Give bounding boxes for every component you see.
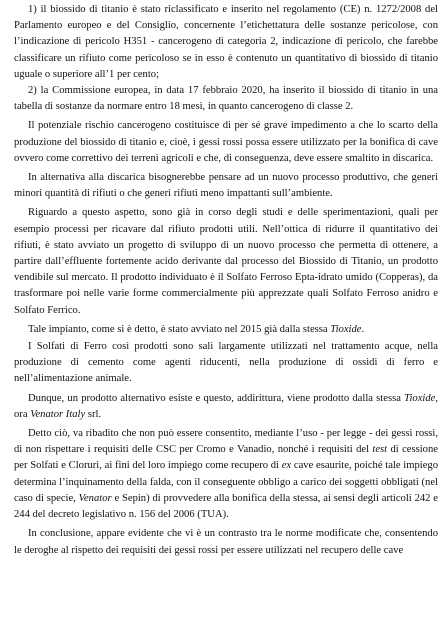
paragraph-1: [14, 2, 438, 83]
italic-text: Tioxide: [330, 323, 362, 335]
italic-text: Venator Italy: [30, 408, 86, 420]
text-run: Dunque, un prodotto alternativo esiste e questo, addirittura, viene prodotto dalla stessa: [28, 392, 405, 404]
paragraph-9: [14, 426, 438, 523]
text-run: Detto ciò, va ribadito che non può essere consentito, mediante l’uso - per legge - dei gessi rossi, di non rispettare i requisiti delle CSC per Cromo e Vanadio, nonché i requisiti del: [14, 428, 438, 456]
italic-text: ex: [281, 460, 292, 472]
text-run: cave esaurite, poiché tale impiego determina l’inquinamento della falda, con il conseguente obbligo a carico dei soggetti obbligati (nel caso di specie,: [14, 460, 438, 504]
text-run: Tale impianto, come si è detto, è stato avviato nel 2015 già dalla stessa: [28, 323, 331, 335]
text-run: di cessione per Solfati e Cloruri, ai fini del loro impiego come recupero di: [14, 444, 438, 472]
text-run: Il potenziale rischio cancerogeno costituisce di per sé grave impedimento a che lo scarto della produzione del biossido di titanio e, cioè, i gessi rossi possa essere utilizzato per la bonifica di cave ovvero come correttivo dei terreni agricoli e che, di conseguenza, deve essere smaltito in discarica.: [14, 120, 438, 164]
text-run: In conclusione, appare evidente che vi è un contrasto tra le norme modificate che, consentendo le deroghe al rispetto dei requisiti dei gessi rossi per essere utilizzati nel recupero delle cave: [14, 528, 438, 556]
paragraph-8: [14, 391, 438, 423]
paragraph-2: [14, 83, 438, 115]
italic-text: Tioxide: [404, 392, 436, 404]
text-run: 2) la Commissione europea, in data 17 febbraio 2020, ha inserito il biossido di titanio in una tabella di sostanze da normare entro 18 mesi, in quanto cancerogeno di classe 2.: [14, 85, 438, 113]
text-run: .: [361, 323, 365, 335]
paragraph-6: [14, 322, 438, 338]
paragraph-7: [14, 339, 438, 388]
text-run: I Solfati di Ferro così prodotti sono sali largamente utilizzati nel trattamento acque, nella produzione di cemento come agenti riducenti, nella produzione di ossidi di ferro e nell’alimentazione animale.: [14, 341, 438, 385]
italic-text: Venator: [78, 492, 112, 504]
text-run: srl.: [85, 408, 102, 420]
paragraph-4: [14, 170, 438, 202]
paragraph-10: [14, 526, 438, 558]
text-run: In alternativa alla discarica bisognerebbe pensare ad un nuovo processo produttivo, che generi minori quantità di rifiuti o che generi rifiuti meno impattanti sull’ambiente.: [14, 172, 438, 200]
text-run: Riguardo a questo aspetto, sono già in corso degli studi e delle sperimentazioni, quali per esempio processi per ricavare dal rifiuto prodotti utili. Nell’ottica di ridurre il quantitativo dei rifiuti, è stato avviato un progetto di sviluppo di un nuovo processo che permetta di ottenere, a partire dall’effluente fortemente acido derivante dal processo del Biossido di Titanio, un prodotto vendibile sul mercato. Il prodotto individuato è il Solfato Ferroso Epta-idrato umido (Copperas), da trasformare poi nelle varie forme commercialmente più apprezzate quali Solfato Ferroso anidro e Solfato Ferrico.: [14, 207, 438, 316]
text-run: , ora: [14, 392, 438, 420]
italic-text: test: [372, 444, 388, 456]
text-run: e Sepin) di provvedere alla bonifica della stessa, ai sensi degli articoli 242 e 244 del decreto legislativo n. 156 del 2006 (TUA).: [14, 492, 438, 521]
text-run: 1) il biossido di titanio è stato riclassificato e inserito nel regolamento (CE) n. 1272/2008 del Parlamento europeo e del Consiglio, concernente l’etichettatura delle sostanze pericolose, con l’indicazione di pericolo H351 - cancerogeno di categoria 2, indicazione di pericolo, che farebbe classificare un rifiuto come pericoloso se in esso è contenuto un quantitativo di biossido di titanio uguale o superiore all’1 per cento;: [14, 4, 438, 80]
paragraph-3: [14, 118, 438, 167]
paragraph-5: [14, 205, 438, 318]
